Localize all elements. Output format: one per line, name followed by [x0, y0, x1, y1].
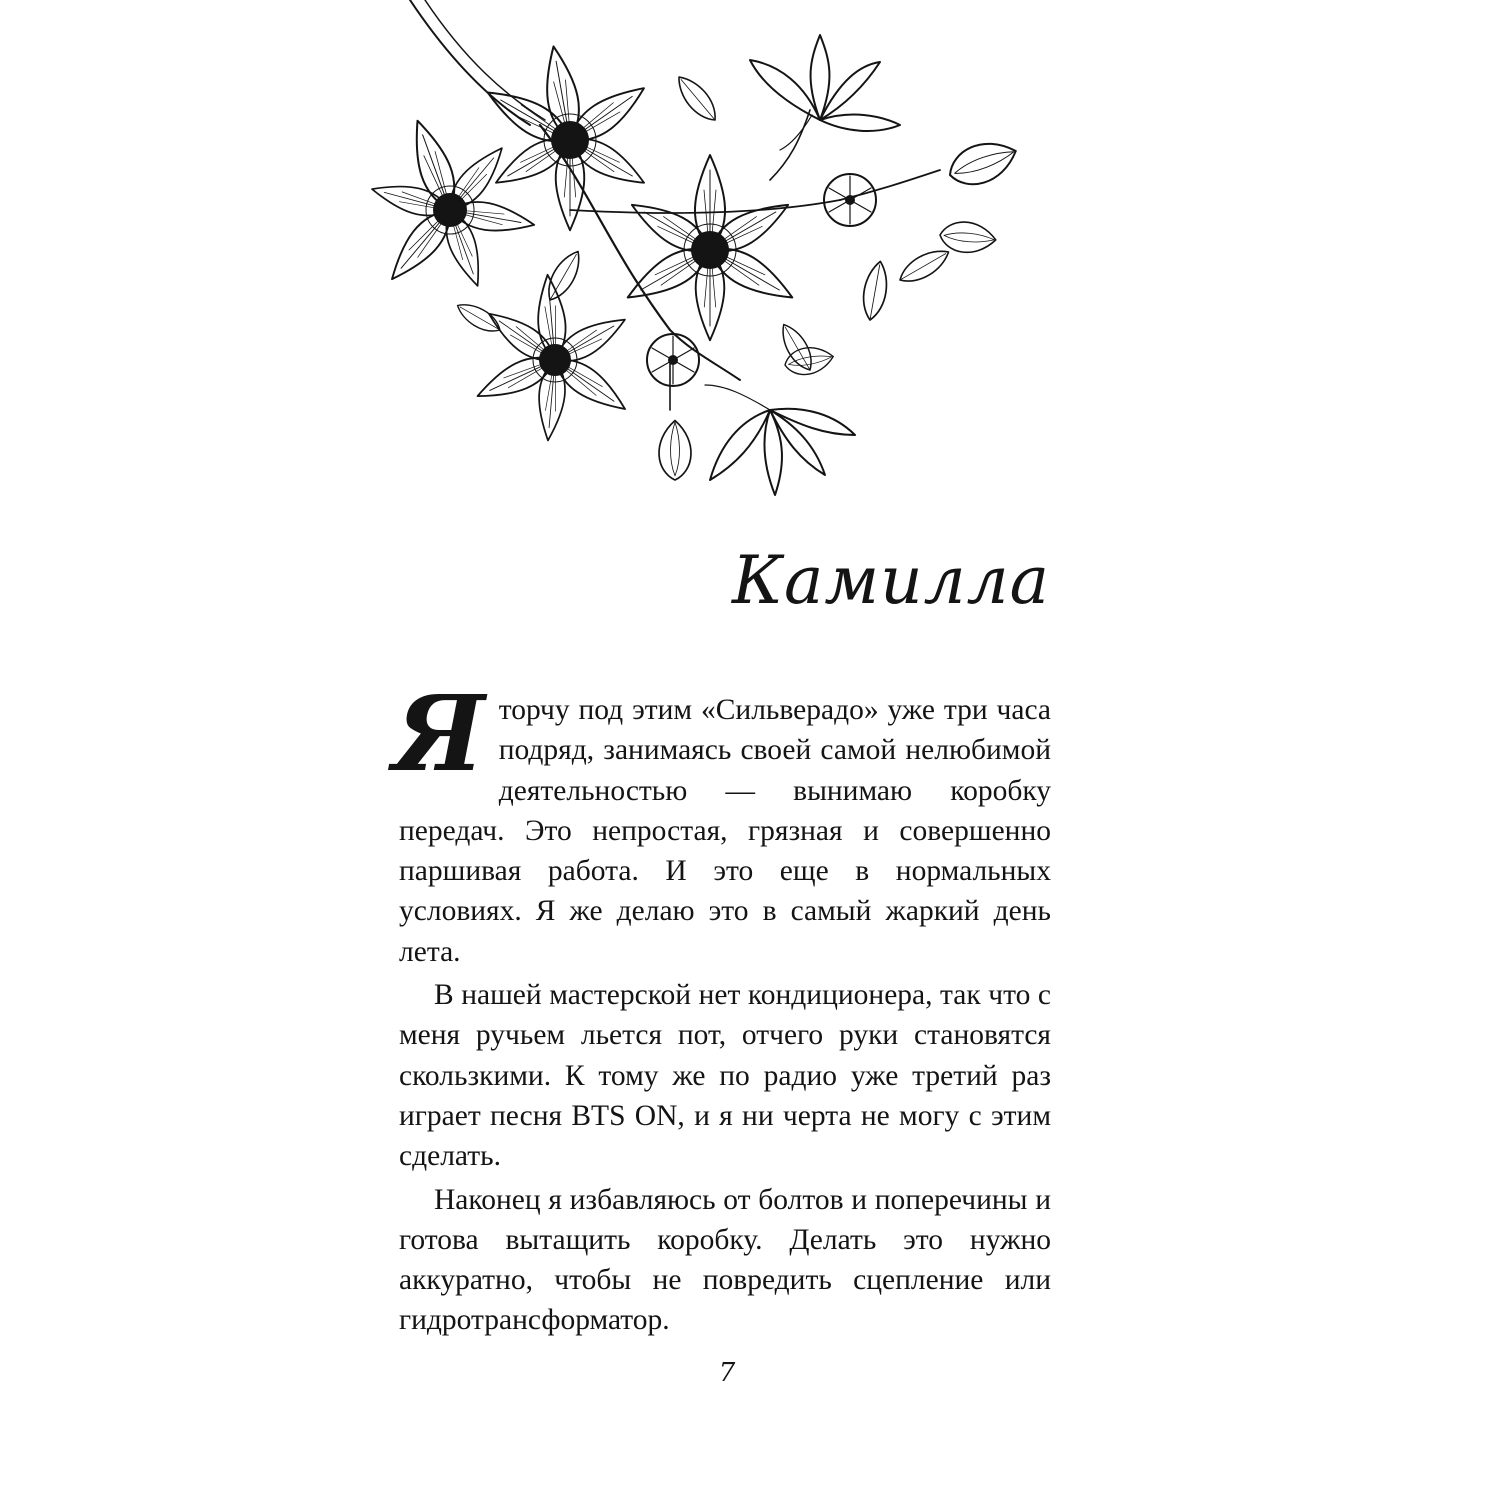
chapter-title: Камилла [731, 542, 1050, 619]
paragraph-1-text: торчу под этим «Сильверадо» уже три часа подряд, занимаясь своей самой нелюбимой деятельностью — вынимаю коробку передач. Это непростая, грязная и совершенно паршивая работа. И это еще в нормальных условиях. Я же делаю это в самый жаркий день лета. [399, 694, 1051, 968]
page-number: 7 [718, 1358, 736, 1388]
drop-cap: Я [393, 672, 485, 795]
clematis-flowers-icon [340, 0, 1020, 500]
paragraph-1 [393, 672, 1051, 972]
chapter-body [393, 672, 1051, 1341]
paragraph-3: Наконец я избавляюсь от болтов и поперечины и готова вытащить коробку. Делать это нужно аккуратно, чтобы не повредить сцепление или гидротрансформатор. [399, 1183, 1051, 1337]
paragraph-2: В нашей мастерской нет кондиционера, так что с меня ручьем льется пот, отчего руки становятся скользкими. К тому же по радио уже третий раз играет песня BTS ON, и я ни черта не могу с этим сделать. [399, 979, 1051, 1173]
